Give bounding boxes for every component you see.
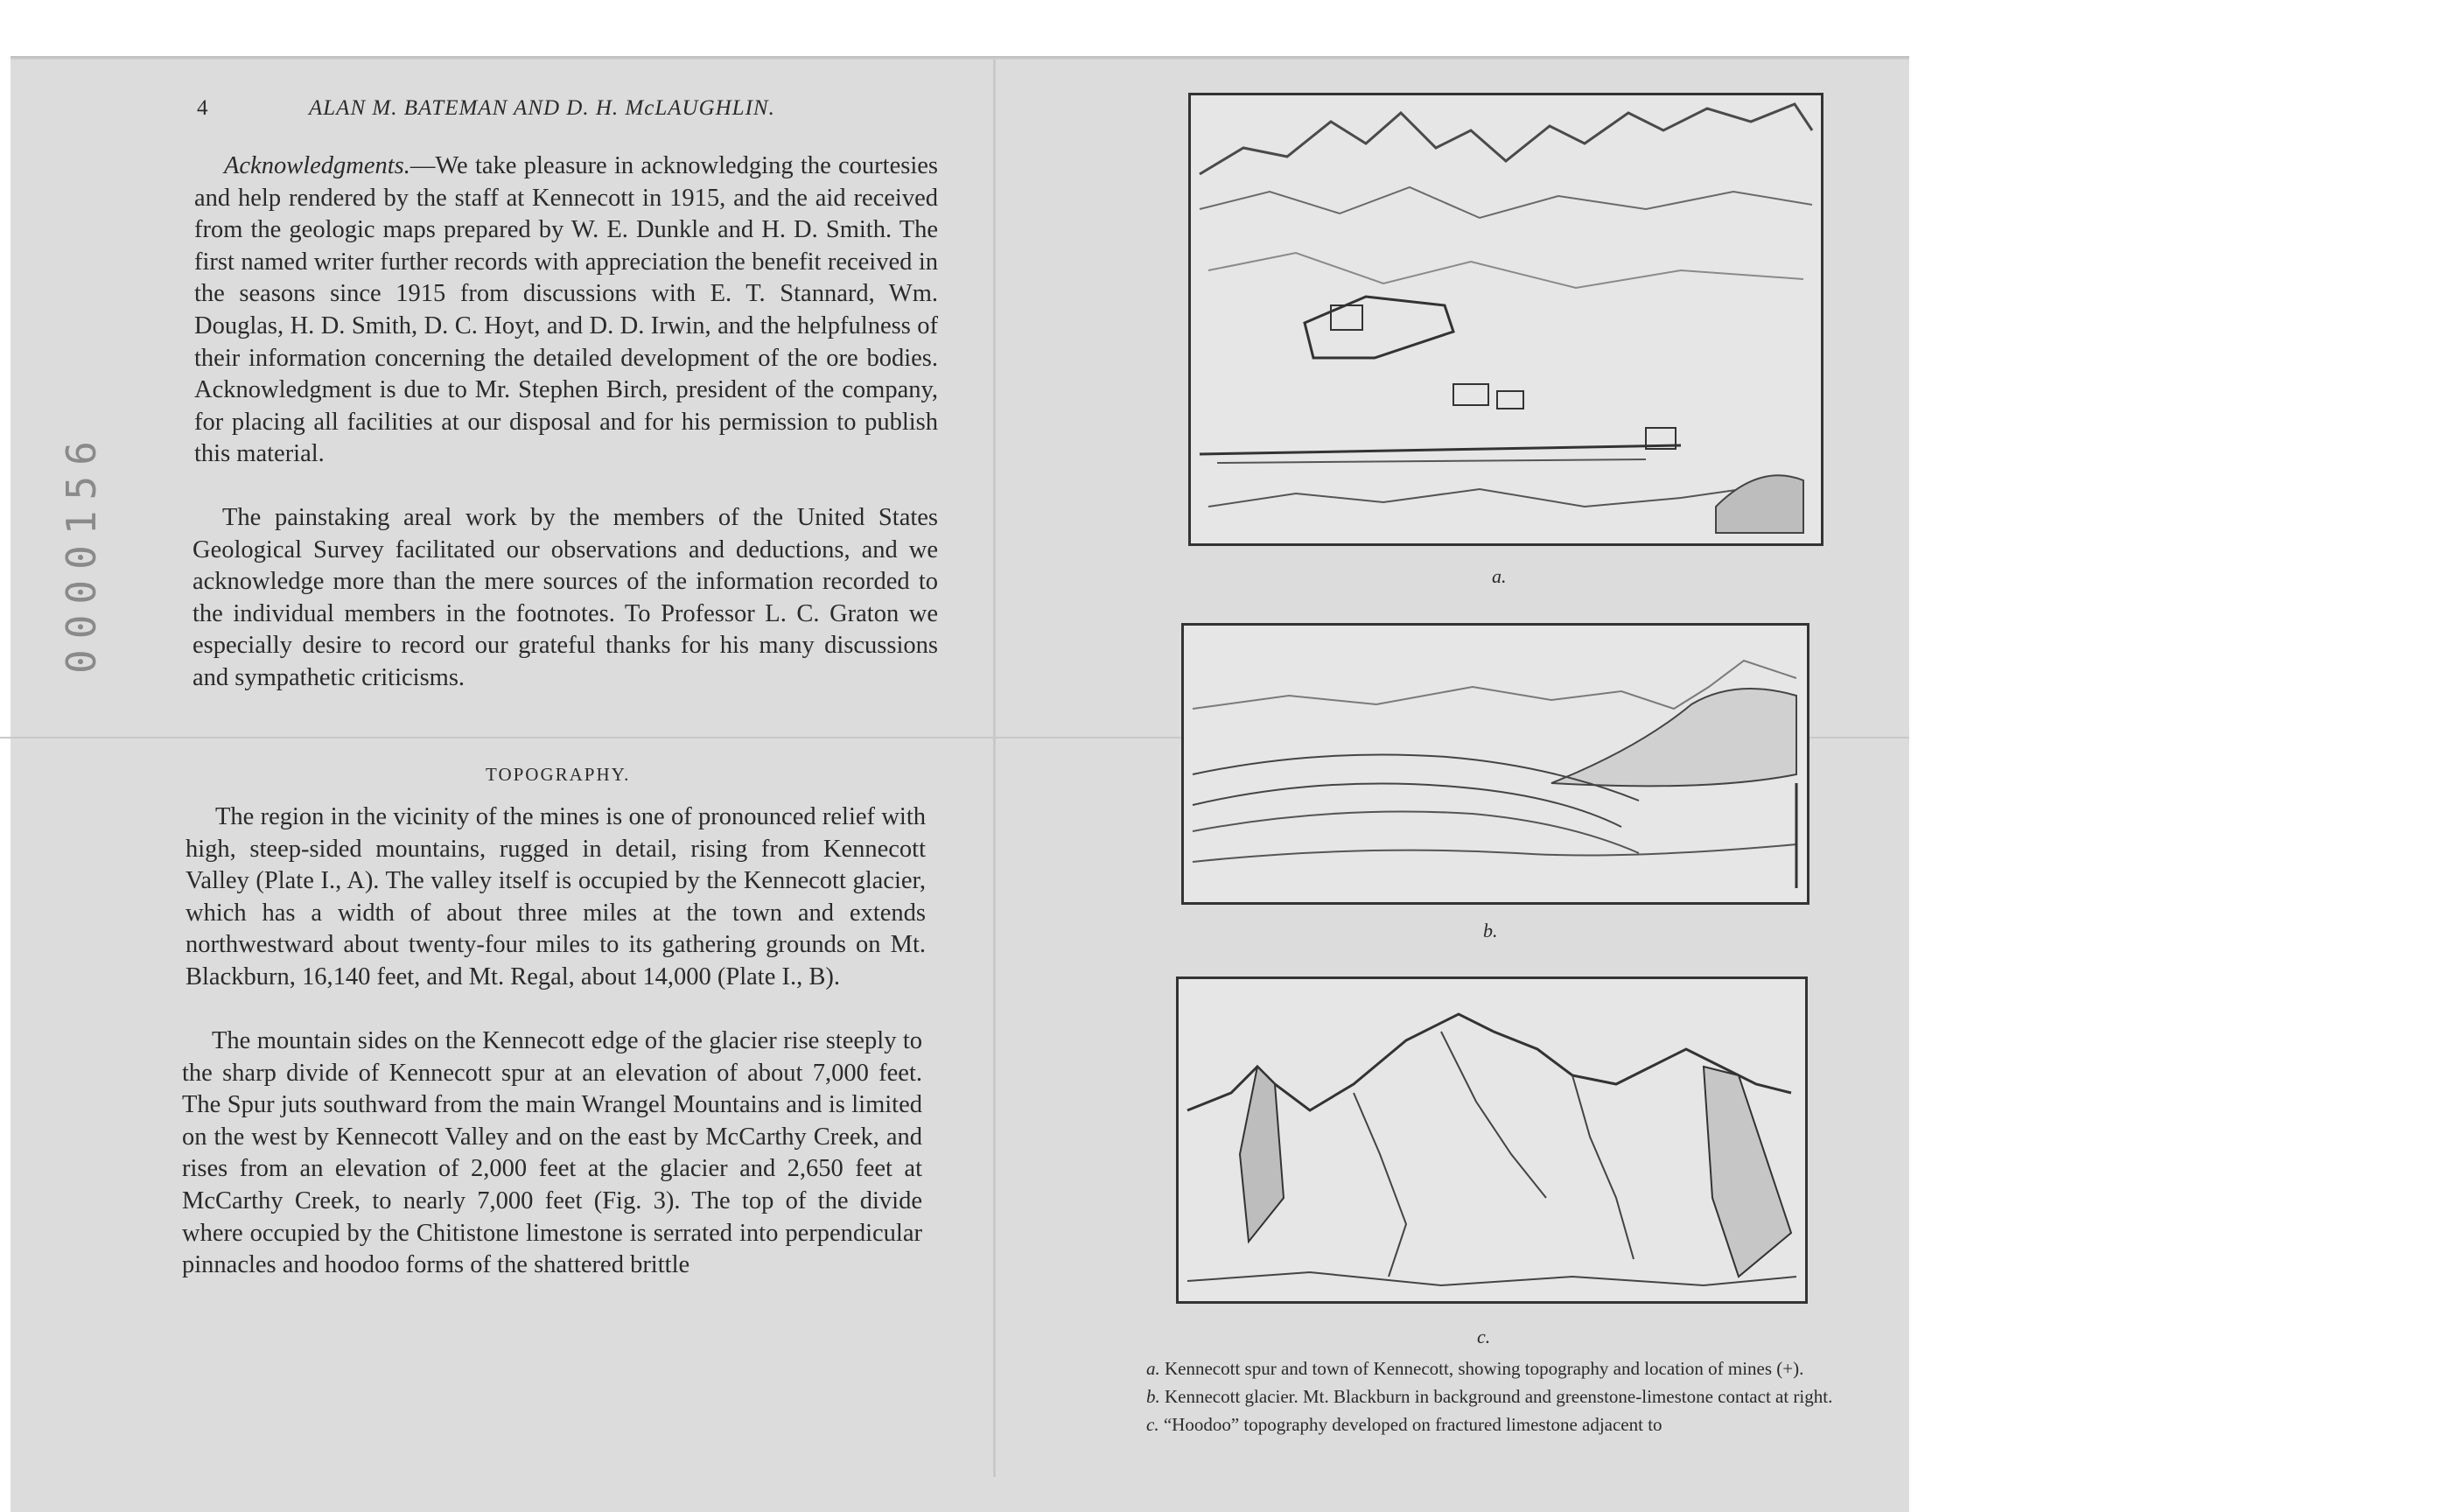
plate-b-illustration	[1184, 626, 1807, 902]
acknowledgments-body: —We take pleasure in acknowledging the courtesies and help rendered by the staff at Kennecott in 1915, and the aid received from the geologic maps prepared by W. E. Dunkle and H. D. Smith. The first named writer further records with appreciation the benefit received in the seasons since 1915 from discussions with E. T. Stannard, Wm. Douglas, H. D. Smith, D. C. Hoyt, and D. D. Irwin, and the helpfulness of their information concerning the detailed development of the ore bodies. Acknowledgment is due to Mr. Stephen Birch, president of the company, for placing all facilities at our disposal and for his permission to publish this material.	[194, 152, 938, 468]
caption-c-letter: c.	[1146, 1414, 1159, 1435]
caption-b-text: Kennecott glacier. Mt. Blackburn in background and greenstone-limestone contact at right.	[1159, 1386, 1833, 1407]
caption-b-letter: b.	[1146, 1386, 1160, 1407]
caption-a-letter: a.	[1146, 1358, 1160, 1379]
plate-label-b: b.	[1483, 920, 1498, 942]
topography-paragraph-1	[186, 802, 926, 994]
topography-paragraph-2	[182, 1026, 922, 1282]
acknowledgments-paragraph	[194, 150, 938, 471]
page-number: 4	[197, 96, 209, 120]
caption-a	[1118, 1358, 1846, 1380]
plate-label-c: c.	[1477, 1326, 1491, 1348]
section-heading-topography: TOPOGRAPHY.	[486, 764, 631, 785]
topography-text-2: The mountain sides on the Kennecott edge of the glacier rise steeply to the sharp divide of Kennecott spur at an elevation of about 7,000 feet. The Spur juts southward from the main Wrangel Mountains and is limited on the west by Kennecott Valley and on the east by McCarthy Creek, and rises from an elevation of 2,000 feet at the glacier and 2,650 feet at McCarthy Creek, to nearly 7,000 feet (Fig. 3). The top of the divide where occupied by the Chitistone limestone is serrated into perpendicular pinnacles and hoodoo forms of the shattered brittle	[182, 1027, 922, 1279]
plate-a-illustration	[1191, 95, 1821, 543]
plate-c-illustration	[1179, 979, 1805, 1301]
plate-photo-a	[1188, 93, 1824, 546]
topography-text-1: The region in the vicinity of the mines is one of pronounced relief with high, steep-sided mountains, rugged in detail, rising from Kennecott Valley (Plate I., A). The valley itself is occupied by the Kennecott glacier, which has a width of about three miles at the town and extends northwestward about twenty-four miles to its gathering grounds on Mt. Blackburn, 16,140 feet, and Mt. Regal, about 14,000 (Plate I., B).	[186, 803, 926, 990]
acknowledgments-text	[194, 150, 938, 471]
archive-stamp-number: 0000156	[58, 430, 105, 674]
acknowledgments-lead: Acknowledgments.	[224, 152, 410, 179]
caption-b	[1118, 1386, 1846, 1408]
caption-c-text: “Hoodoo” topography developed on fractured limestone adjacent to	[1158, 1414, 1662, 1435]
plate-label-a: a.	[1492, 565, 1507, 587]
caption-a-text: Kennecott spur and town of Kennecott, showing topography and location of mines (+).	[1159, 1358, 1804, 1379]
survey-text: The painstaking areal work by the members of the United States Geological Survey facilitated our observations and deductions, and we acknowledge more than the mere sources of the information recorded to the individual members in the footnotes. To Professor L. C. Graton we especially desire to record our grateful thanks for his many discussions and sympathetic criticisms.	[192, 504, 938, 691]
plate-captions	[1118, 1358, 1846, 1442]
survey-paragraph	[192, 502, 938, 695]
plate-photo-b	[1181, 623, 1810, 905]
plate-photo-c	[1176, 976, 1808, 1304]
page-fold	[993, 60, 996, 1477]
running-title: ALAN M. BATEMAN AND D. H. McLAUGHLIN.	[309, 96, 775, 120]
caption-c	[1118, 1414, 1846, 1436]
